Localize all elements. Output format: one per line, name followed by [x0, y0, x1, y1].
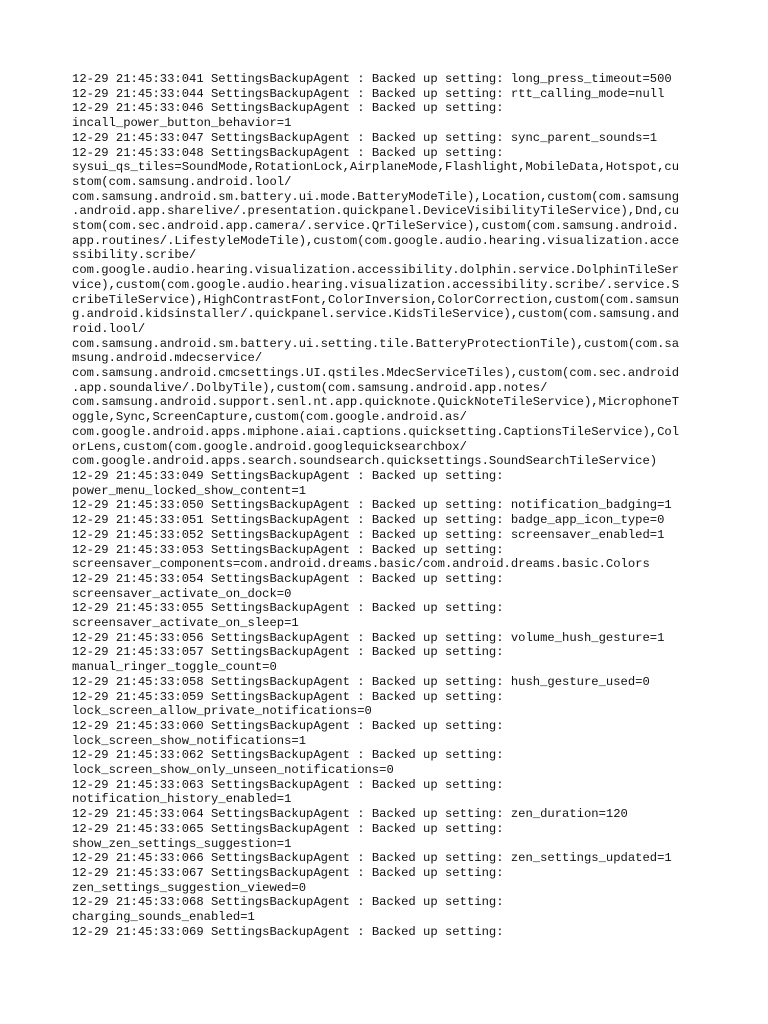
log-line: charging_sounds_enabled=1 — [72, 910, 255, 925]
log-line: 12-29 21:45:33:056 SettingsBackupAgent : Backed up setting: volume_hush_gesture=1 — [72, 630, 665, 645]
log-line: app.routines/.LifestyleModeTile),custom(com.google.audio.hearing.visualization.acce — [72, 233, 680, 248]
log-line: stom(com.samsung.android.lool/ — [72, 174, 292, 189]
log-line: orLens,custom(com.google.android.googlequicksearchbox/ — [72, 439, 467, 454]
log-line: 12-29 21:45:33:062 SettingsBackupAgent : Backed up setting: — [72, 748, 504, 763]
log-line: oggle,Sync,ScreenCapture,custom(com.google.android.as/ — [72, 410, 467, 425]
log-line: com.samsung.android.sm.battery.ui.setting.tile.BatteryProtectionTile),custom(com.sa — [72, 336, 680, 351]
log-line: 12-29 21:45:33:060 SettingsBackupAgent : Backed up setting: — [72, 718, 504, 733]
log-line: screensaver_components=com.android.dreams.basic/com.android.dreams.basic.Colors — [72, 557, 650, 572]
log-line: 12-29 21:45:33:067 SettingsBackupAgent : Backed up setting: — [72, 865, 504, 880]
log-line: 12-29 21:45:33:054 SettingsBackupAgent : Backed up setting: — [72, 571, 504, 586]
log-line: msung.android.mdecservice/ — [72, 351, 263, 366]
log-line: 12-29 21:45:33:059 SettingsBackupAgent : Backed up setting: — [72, 689, 504, 704]
log-line: com.samsung.android.sm.battery.ui.mode.BatteryModeTile),Location,custom(com.samsung — [72, 189, 680, 204]
log-line: 12-29 21:45:33:047 SettingsBackupAgent : Backed up setting: sync_parent_sounds=1 — [72, 130, 658, 145]
log-line: 12-29 21:45:33:049 SettingsBackupAgent : Backed up setting: — [72, 468, 504, 483]
log-line: ssibility.scribe/ — [72, 248, 197, 263]
log-line: 12-29 21:45:33:048 SettingsBackupAgent : Backed up setting: — [72, 145, 504, 160]
log-page — [72, 72, 712, 939]
log-line: 12-29 21:45:33:053 SettingsBackupAgent : Backed up setting: — [72, 542, 504, 557]
log-line: 12-29 21:45:33:046 SettingsBackupAgent : Backed up setting: — [72, 101, 504, 116]
log-line: 12-29 21:45:33:057 SettingsBackupAgent : Backed up setting: — [72, 645, 504, 660]
log-line: com.google.android.apps.miphone.aiai.captions.quicksetting.CaptionsTileService),Col — [72, 424, 680, 439]
log-line: lock_screen_show_only_unseen_notifications=0 — [72, 763, 394, 778]
log-line: 12-29 21:45:33:058 SettingsBackupAgent : Backed up setting: hush_gesture_used=0 — [72, 674, 650, 689]
log-line: 12-29 21:45:33:066 SettingsBackupAgent : Backed up setting: zen_settings_updated=1 — [72, 851, 672, 866]
log-line: vice),custom(com.google.audio.hearing.visualization.accessibility.scribe/.service.S — [72, 277, 680, 292]
log-line: .android.app.sharelive/.presentation.quickpanel.DeviceVisibilityTileService),Dnd,cu — [72, 204, 680, 219]
log-line: notification_history_enabled=1 — [72, 792, 292, 807]
log-line: zen_settings_suggestion_viewed=0 — [72, 880, 307, 895]
log-line: 12-29 21:45:33:041 SettingsBackupAgent : Backed up setting: long_press_timeout=500 — [72, 72, 672, 86]
log-line: sysui_qs_tiles=SoundMode,RotationLock,AirplaneMode,Flashlight,MobileData,Hotspot,cu — [72, 160, 680, 175]
log-line: 12-29 21:45:33:044 SettingsBackupAgent : Backed up setting: rtt_calling_mode=null — [72, 86, 665, 101]
log-line: screensaver_activate_on_dock=0 — [72, 586, 292, 601]
log-line: incall_power_button_behavior=1 — [72, 116, 292, 131]
log-line: show_zen_settings_suggestion=1 — [72, 836, 292, 851]
log-line: com.samsung.android.cmcsettings.UI.qstiles.MdecServiceTiles),custom(com.sec.android — [72, 366, 680, 381]
log-line: 12-29 21:45:33:051 SettingsBackupAgent : Backed up setting: badge_app_icon_type=0 — [72, 513, 665, 528]
log-line: com.google.android.apps.search.soundsearch.quicksettings.SoundSearchTileService) — [72, 454, 658, 469]
log-line: 12-29 21:45:33:063 SettingsBackupAgent : Backed up setting: — [72, 777, 504, 792]
log-line: power_menu_locked_show_content=1 — [72, 483, 307, 498]
log-line: lock_screen_allow_private_notifications=0 — [72, 704, 372, 719]
log-line: .app.soundalive/.DolbyTile),custom(com.samsung.android.app.notes/ — [72, 380, 548, 395]
log-line: lock_screen_show_notifications=1 — [72, 733, 307, 748]
log-line: 12-29 21:45:33:069 SettingsBackupAgent : Backed up setting: — [72, 924, 504, 939]
log-line: stom(com.sec.android.app.camera/.service.QrTileService),custom(com.samsung.android. — [72, 219, 680, 234]
log-line: 12-29 21:45:33:065 SettingsBackupAgent : Backed up setting: — [72, 821, 504, 836]
log-line: com.google.audio.hearing.visualization.accessibility.dolphin.service.DolphinTileSer — [72, 263, 680, 278]
log-line: cribeTileService),HighContrastFont,ColorInversion,ColorCorrection,custom(com.samsun — [72, 292, 680, 307]
log-line: com.samsung.android.support.senl.nt.app.quicknote.QuickNoteTileService),MicrophoneT — [72, 395, 680, 410]
log-line: manual_ringer_toggle_count=0 — [72, 660, 277, 675]
log-line: 12-29 21:45:33:064 SettingsBackupAgent : Backed up setting: zen_duration=120 — [72, 807, 628, 822]
log-line: roid.lool/ — [72, 321, 146, 336]
log-line: 12-29 21:45:33:068 SettingsBackupAgent : Backed up setting: — [72, 895, 504, 910]
log-line: screensaver_activate_on_sleep=1 — [72, 616, 299, 631]
log-line: 12-29 21:45:33:052 SettingsBackupAgent : Backed up setting: screensaver_enabled=1 — [72, 527, 665, 542]
log-line: g.android.kidsinstaller/.quickpanel.service.KidsTileService),custom(com.samsung.and — [72, 307, 680, 322]
log-line: 12-29 21:45:33:050 SettingsBackupAgent : Backed up setting: notification_badging=1 — [72, 498, 672, 513]
log-line: 12-29 21:45:33:055 SettingsBackupAgent : Backed up setting: — [72, 601, 504, 616]
